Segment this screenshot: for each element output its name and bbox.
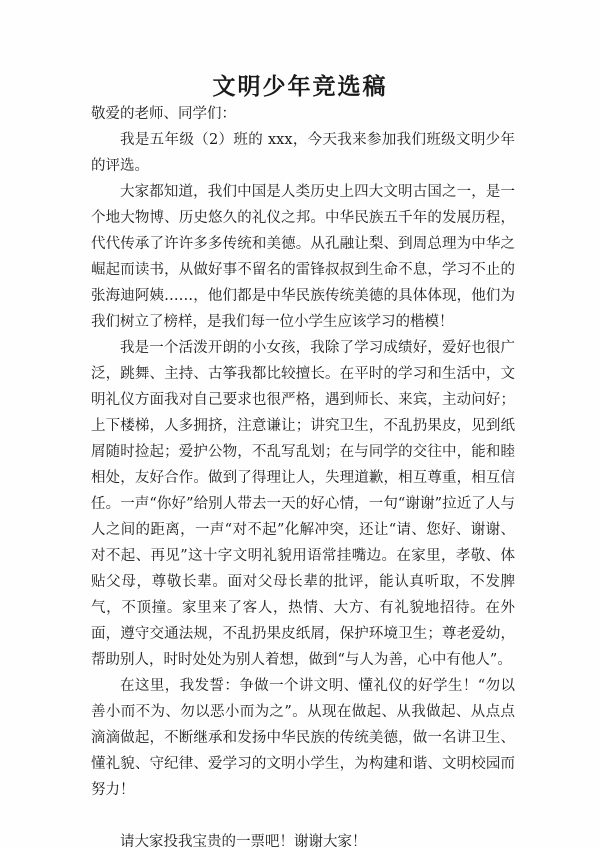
- greeting: 敬爱的老师、同学们：: [91, 106, 236, 122]
- document-body: [91, 101, 515, 855]
- document-title: 文明少年竞选稿: [212, 73, 388, 100]
- closing-line: 请大家投我宝贵的一票吧！谢谢大家！: [120, 834, 367, 850]
- paragraph-spacer: [91, 803, 515, 829]
- paragraph-intro: 我是五年级（2）班的 xxx，今天我来参加我们班级文明少年的评选。: [91, 132, 515, 174]
- paragraph-pledge: 在这里，我发誓：争做一个讲文明、懂礼仪的好学生！“勿以善小而不为、勿以恶小而为之”。从现在做起、从我做起、从点点滴滴做起，不断继承和发扬中华民族的传统美德，做一名讲卫生、懂礼貌、守纪律、爱学习的文明小学生，为构建和谐、文明校园而努力！: [91, 678, 515, 798]
- paragraph-heritage: 大家都知道，我们中国是人类历史上四大文明古国之一，是一个地大物博、历史悠久的礼仪之邦。中华民族五千年的发展历程，代代传承了许许多多传统和美德。从孔融让梨、到周总理为中华之崛起而读书，从做好事不留名的雷锋叔叔到生命不息，学习不止的张海迪阿姨……，他们都是中华民族传统美德的具体体现，他们为我们树立了榜样，是我们每一位小学生应该学习的楷模！: [91, 184, 515, 330]
- paragraph-self-description: 我是一个活泼开朗的小女孩，我除了学习成绩好，爱好也很广泛，跳舞、主持、古筝我都比较擅长。在平时的学习和生活中，文明礼仪方面我对自己要求也很严格，遇到师长、来宾，主动问好；上下楼梯，人多拥挤，注意谦让；讲究卫生，不乱扔果皮，见到纸屑随时捡起；爱护公物，不乱写乱划；在与同学的交往中，能和睦相处，友好合作。做到了得理让人，失理道歉，相互尊重，相互信任。一声“你好”给别人带去一天的好心情，一句“谢谢”拉近了人与人之间的距离，一声“对不起”化解冲突，还让“请、您好、谢谢、对不起、再见”这十字文明礼貌用语常挂嘴边。在家里，孝敬、体贴父母，尊敬长辈。面对父母长辈的批评，能认真听取，不发脾气，不顶撞。家里来了客人，热情、大方、有礼貌地招待。在外面，遵守交通法规，不乱扔果皮纸屑，保护环境卫生；尊老爱幼，帮助别人，时时处处为别人着想，做到“与人为善，心中有他人”。: [91, 340, 515, 668]
